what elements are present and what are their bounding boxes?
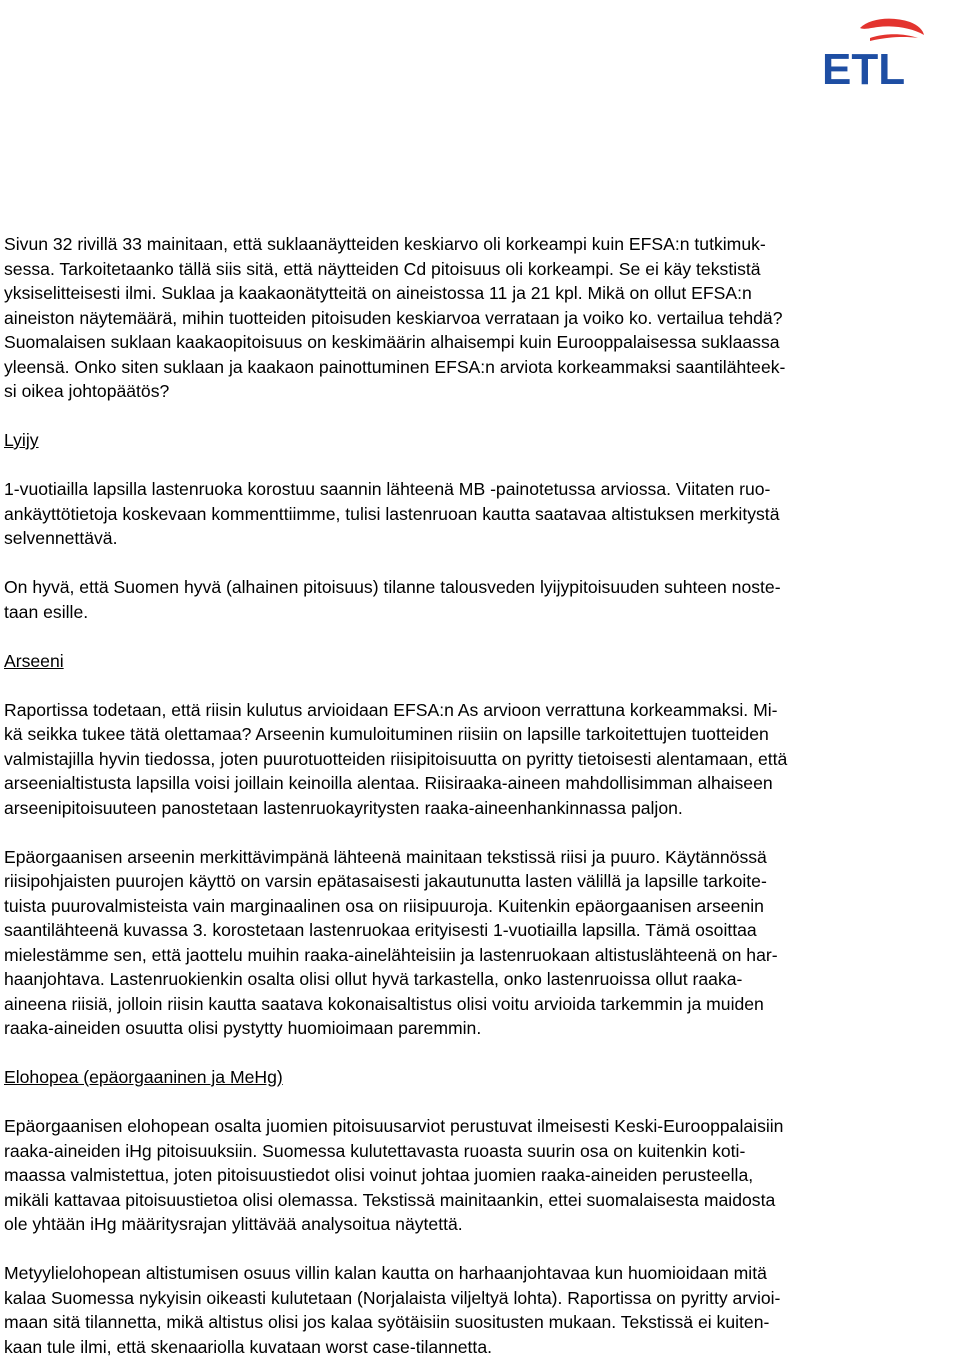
logo-text: ETL [822, 45, 906, 94]
logo-swoosh-top [860, 19, 924, 35]
section-heading-arsenic: Arseeni [4, 650, 64, 671]
document-body [4, 232, 954, 1359]
logo-swoosh-mid [870, 34, 918, 41]
etl-logo [800, 14, 950, 94]
paragraph-lead-water: On hyvä, että Suomen hyvä (alhainen pitoisuus) tilanne talousveden lyijypitoisuuden suhteen noste- taan esille. [4, 577, 781, 622]
etl-logo-graphic [800, 14, 950, 94]
paragraph-lead-children: 1-vuotiailla lapsilla lastenruoka korostuu saannin lähteenä MB -painotetussa arviossa. Viitaten ruo- ankäyttötietoja koskevaan kommenttiimme, tulisi lastenruoan kautta saatavaa altistuksen merkitystä selvennettävä. [4, 479, 780, 548]
paragraph-arsenic-rice: Raportissa todetaan, että riisin kulutus arvioidaan EFSA:n As arvioon verrattuna korkeammaksi. Mi- kä seikka tukee tätä olettamaa? Arseenin kumuloituminen riisiin on lapsille tarkoitettujen tuotteiden valmistajilla hyvin tiedossa, joten puurotuotteiden riisipitoisuutta on pyritty tietoisesti alentamaan, että arseenialtistusta lapsilla voisi joillain keinoilla alentaa. Riisiraaka-aineen mahdollisimman alhaiseen arseenipitoisuuteen panostetaan lastenruokayritysten raaka-aineenhankinnassa paljon. [4, 699, 788, 818]
section-heading-lead: Lyijy [4, 430, 39, 450]
paragraph-mercury-methyl: Metyylielohopean altistumisen osuus villin kalan kautta on harhaanjohtavaa kun huomioidaan mitä kalaa Suomessa nykyisin oikeasti kulutetaan (Norjalaista viljeltyä lohta). Raportissa on pyritty arvioi- maan sitä tilannetta, mikä altistus olisi jos kalaa syötäisiin suositusten mukaan. Tekstissä ei kuiten- kaan tule ilmi, että skenaariolla kuvataan worst case-tilannetta. [4, 1263, 781, 1357]
paragraph-cadmium-chocolate: Sivun 32 rivillä 33 mainitaan, että suklaanäytteiden keskiarvo oli korkeampi kuin EFSA:n tutkimuk- sessa. Tarkoitetaanko tällä siis sitä, että näytteiden Cd pitoisuus oli korkeampi. Se ei käy tekstistä yksiselitteisesti ilmi. Suklaa ja kaakaonätytteitä on aineistossa 11 ja 21 kpl. Mikä on ollut EFSA:n aineiston näytemäärä, mihin tuotteiden pitoisuden keskiarvoa verrataan ja voiko ko. vertailua tehdä? Suomalaisen suklaan kaakaopitoisuus on keskimäärin alhaisempi kuin Eurooppalaisessa suklaassa yleensä. Onko siten suklaan ja kaakaon painottuminen EFSA:n arviota korkeammaksi saantilähteek- si oikea johtopäätös? [4, 234, 786, 401]
section-heading-mercury: Elohopea (epäorgaaninen ja MeHg) [4, 1067, 283, 1087]
paragraph-mercury-inorganic: Epäorgaanisen elohopean osalta juomien pitoisuusarviot perustuvat ilmeisesti Keski-Eurooppalaisiin raaka-aineiden iHg pitoisuuksiin. Suomessa kulutettavasta ruoasta suurin osa on kuitenkin koti- maassa valmistettua, joten pitoisuustiedot olisi voinut johtaa juomien raaka-aineiden perusteella, mikäli kattavaa pitoisuustietoa olisi olemassa. Tekstissä mainitaankin, ettei suomalaisesta maidosta ole yhtään iHg määritysrajan ylittävää analysoitua näytettä. [4, 1116, 784, 1234]
paragraph-arsenic-porridge: Epäorgaanisen arseenin merkittävimpänä lähteenä mainitaan tekstissä riisi ja puuro. Käytännössä riisipohjaisten puurojen käyttö on varsin epätasaisesti jakautunutta lasten välillä ja lapsille tarkoite- tuista puurovalmisteista vain marginaalinen osa on riisipuuroja. Kuitenkin epäorgaanisen arseenin saantilähteenä kuvassa 3. korostetaan lastenruokaa erityisesti 1-vuotiailla lapsilla. Tämä osoittaa mielestämme sen, että jaottelu muihin raaka-ainelähteisiin ja lastenruokaan altistuslähteenä on har- haanjohtava. Lastenruokienkin osalta olisi ollut hyvä tarkastella, onko lastenruoissa ollut raaka- aineena riisiä, jolloin riisin kautta saatava kokonaisaltistus olisi voitu arvioida tarkemmin ja muiden raaka-aineiden osuutta olisi pystytty huomioimaan paremmin. [4, 846, 778, 1038]
